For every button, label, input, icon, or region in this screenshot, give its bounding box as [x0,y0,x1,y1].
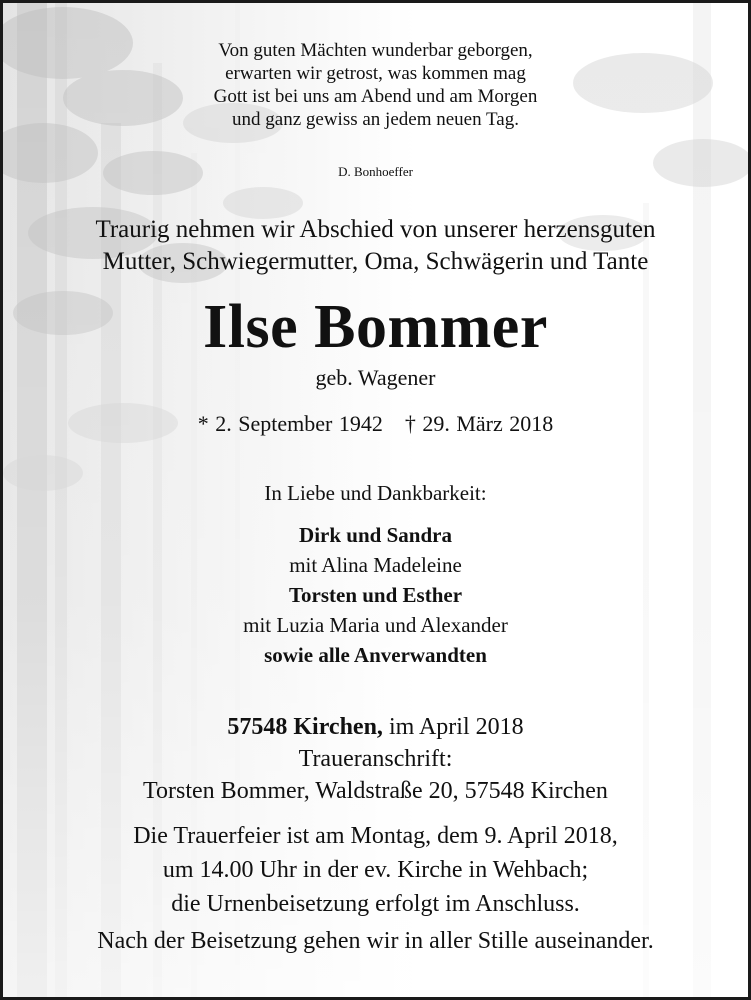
mourner-line: sowie alle Anverwandten [264,643,487,667]
place-month: im April 2018 [382,714,524,740]
maiden-name: geb. Wagener [315,365,436,390]
birth-date: * 2. September 1942 [197,411,383,436]
poem-line: und ganz gewiss an jedem neuen Tag. [232,109,519,130]
life-dates [3,411,748,437]
poem [3,39,748,131]
mourners-intro: In Liebe und Dankbarkeit: [264,481,487,505]
poem-line: Von guten Mächten wunderbar geborgen, [218,40,533,61]
place-and-address [3,711,748,807]
mourner-line: mit Alina Madeleine [289,553,462,577]
ceremony-line: um 14.00 Uhr in der ev. Kirche in Wehbach; [162,857,589,883]
mourner-line: Torsten und Esther [288,583,463,607]
intro-line: Traurig nehmen wir Abschied von unserer herzensguten [95,216,656,243]
death-date: † 29. März 2018 [404,411,554,436]
intro-text [3,214,748,278]
ceremony-info [3,819,748,921]
place-date [3,711,748,743]
poem-line: erwarten wir getrost, was kommen mag [225,63,526,84]
mourning-address: Torsten Bommer, Waldstraße 20, 57548 Kirchen [143,778,608,804]
farewell-line: Nach der Beisetzung gehen wir in aller Stille auseinander. [97,928,654,954]
deceased-name: Ilse Bommer [203,293,548,361]
poem-line: Gott ist bei uns am Abend und am Morgen [213,86,538,107]
ceremony-line: Die Trauerfeier ist am Montag, dem 9. April 2018, [133,823,618,849]
mourner-line: mit Luzia Maria und Alexander [243,613,508,637]
place-city: 57548 Kirchen, [227,714,383,740]
intro-line: Mutter, Schwiegermutter, Oma, Schwägerin und Tante [102,248,649,275]
mourners-list [3,520,748,670]
mourner-line: Dirk und Sandra [299,523,452,547]
address-label: Traueranschrift: [298,746,453,772]
ceremony-line: die Urnenbeisetzung erfolgt im Anschluss. [171,891,580,917]
poem-author: D. Bonhoeffer [338,164,413,179]
